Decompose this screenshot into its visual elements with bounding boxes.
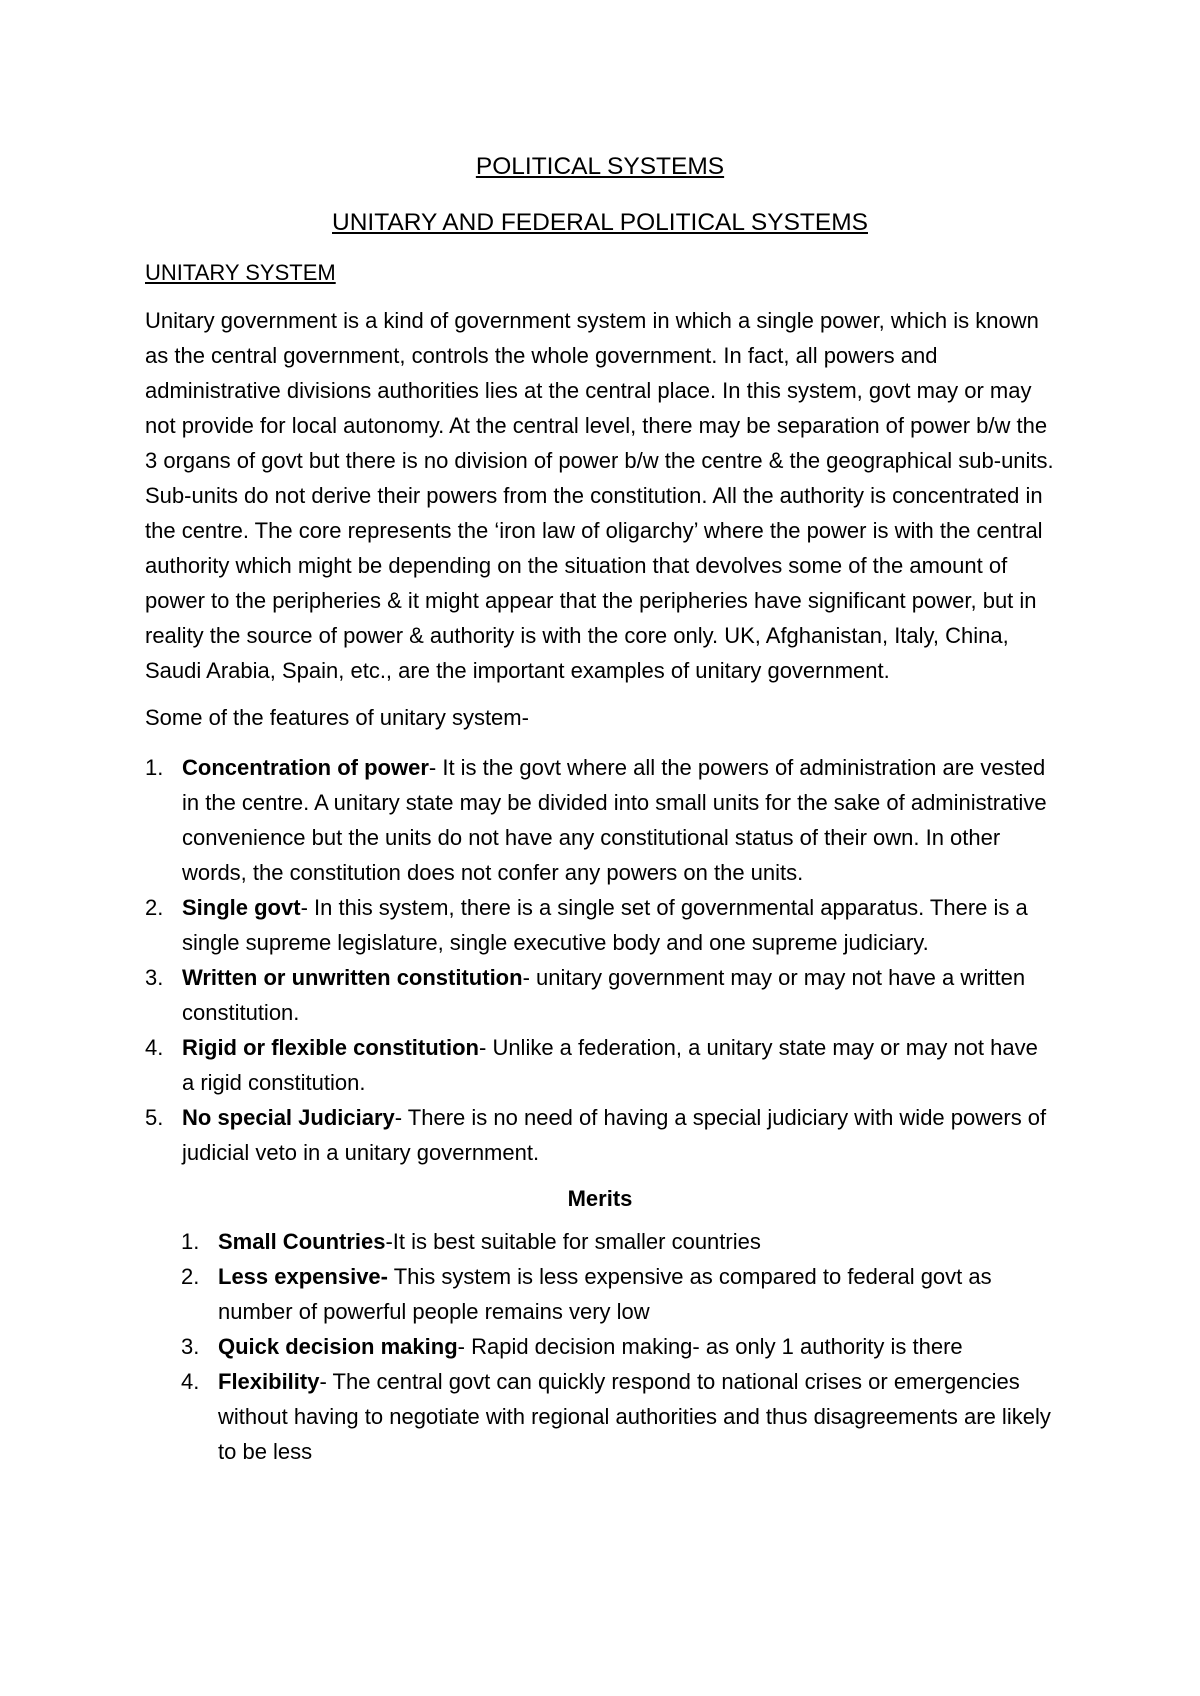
merit-text: This system is less expensive as compared to federal govt as number of powerful people remains very low	[218, 1264, 992, 1324]
list-number: 2.	[145, 895, 164, 920]
merit-text: - The central govt can quickly respond to national crises or emergencies without having to negotiate with regional authorities and thus disagreements are likely to be less	[218, 1369, 1051, 1464]
page-subtitle: UNITARY AND FEDERAL POLITICAL SYSTEMS	[332, 209, 868, 236]
merits-heading: Merits	[567, 1186, 633, 1211]
list-number: 5.	[145, 1105, 164, 1130]
list-item	[145, 890, 1055, 960]
list-item	[181, 1259, 1055, 1329]
page-title: POLITICAL SYSTEMS	[475, 153, 725, 180]
feature-text: - Unlike a federation, a unitary state may or may not have a rigid constitution.	[182, 1035, 1038, 1095]
merit-term: Less expensive-	[218, 1264, 388, 1289]
feature-term: Single govt	[182, 895, 301, 920]
list-item	[181, 1329, 1055, 1364]
list-number: 4.	[145, 1035, 164, 1060]
merits-list	[145, 1224, 1055, 1469]
list-number: 4.	[181, 1369, 200, 1394]
features-list	[145, 750, 1055, 1170]
list-item	[181, 1364, 1055, 1469]
merit-term: Quick decision making	[218, 1334, 458, 1359]
feature-text: - In this system, there is a single set of governmental apparatus. There is a single supreme legislature, single executive body and one supreme judiciary.	[182, 895, 1028, 955]
section-heading-unitary: UNITARY SYSTEM	[145, 260, 336, 285]
list-number: 3.	[181, 1334, 200, 1359]
unitary-paragraph: Unitary government is a kind of government system in which a single power, which is known as the central government, controls the whole government. In fact, all powers and administrative divisions authorities lies at the central place. In this system, govt may or may not provide for local autonomy. At the central level, there may be separation of power b/w the 3 organs of govt but there is no division of power b/w the centre & the geographical sub-units. Sub-units do not derive their powers from the constitution. All the authority is concentrated in the centre. The core represents the ‘iron law of oligarchy’ where the power is with the central authority which might be depending on the situation that devolves some of the amount of power to the peripheries & it might appear that the peripheries have significant power, but in reality the source of power & authority is with the core only. UK, Afghanistan, Italy, China, Saudi Arabia, Spain, etc., are the important examples of unitary government.	[145, 308, 1054, 683]
list-item	[145, 1030, 1055, 1100]
feature-term: Rigid or flexible constitution	[182, 1035, 479, 1060]
merit-text: -It is best suitable for smaller countries	[385, 1229, 761, 1254]
merit-term: Flexibility	[218, 1369, 320, 1394]
feature-term: No special Judiciary	[182, 1105, 395, 1130]
list-number: 3.	[145, 965, 164, 990]
features-intro: Some of the features of unitary system-	[145, 705, 529, 730]
merit-term: Small Countries	[218, 1229, 386, 1254]
list-item	[145, 1100, 1055, 1170]
list-item	[145, 750, 1055, 890]
list-number: 1.	[145, 755, 164, 780]
document-content	[145, 150, 1055, 1469]
feature-text: - It is the govt where all the powers of administration are vested in the centre. A unitary state may be divided into small units for the sake of administrative convenience but the units do not have any constitutional status of their own. In other words, the constitution does not confer any powers on the units.	[182, 755, 1047, 885]
feature-term: Written or unwritten constitution	[182, 965, 523, 990]
list-number: 1.	[181, 1229, 200, 1254]
feature-term: Concentration of power	[182, 755, 429, 780]
merit-text: - Rapid decision making- as only 1 authority is there	[457, 1334, 963, 1359]
feature-text: - unitary government may or may not have a written constitution.	[182, 965, 1026, 1025]
list-item	[145, 960, 1055, 1030]
list-number: 2.	[181, 1264, 200, 1289]
feature-text: - There is no need of having a special judiciary with wide powers of judicial veto in a unitary government.	[182, 1105, 1047, 1165]
list-item	[181, 1224, 1055, 1259]
